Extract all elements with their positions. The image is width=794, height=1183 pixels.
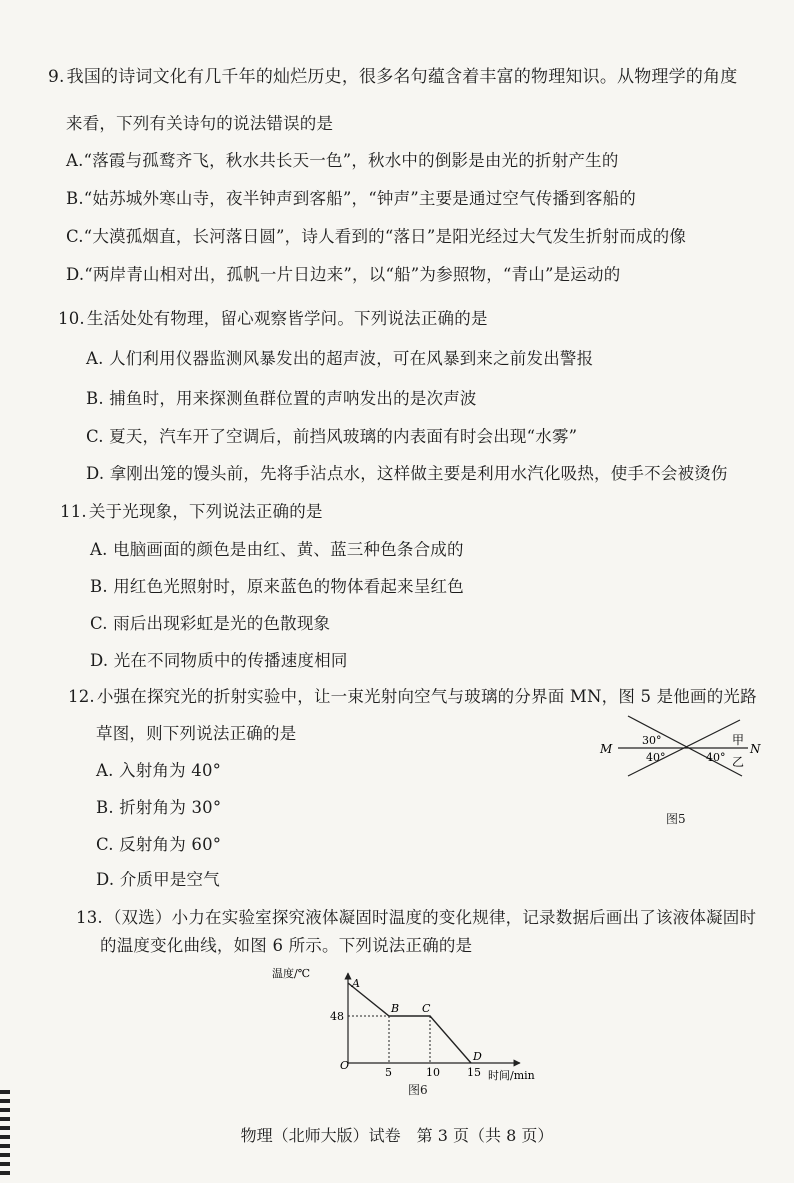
q12-stem-line2: 草图，则下列说法正确的是 (96, 724, 297, 743)
y-axis-label: 温度/℃ (272, 967, 311, 980)
q10-option-c: C. 夏天，汽车开了空调后，前挡风玻璃的内表面有时会出现“水雾” (86, 427, 578, 446)
x-tick-5: 5 (385, 1066, 392, 1079)
label-yi: 乙 (732, 755, 745, 769)
q9-option-c: C.“大漠孤烟直，长河落日圆”，诗人看到的“落日”是阳光经过大气发生折射而成的像 (66, 227, 687, 246)
q12-stem-line1: 12. 小强在探究光的折射实验中，让一束光射向空气与玻璃的分界面 MN，图 5 是他画的光路 (68, 687, 757, 706)
q11-stem: 11. 关于光现象，下列说法正确的是 (60, 502, 323, 521)
page-footer: 物理（北师大版）试卷 第 3 页（共 8 页） (240, 1126, 554, 1145)
q11-option-c: C. 雨后出现彩虹是光的色散现象 (90, 614, 331, 633)
figure-5-caption: 图5 (666, 812, 686, 826)
q9-option-a: A.“落霞与孤鹜齐飞，秋水共长天一色”，秋水中的倒影是由光的折射产生的 (66, 151, 619, 170)
label-n: N (750, 742, 761, 756)
label-m: M (600, 742, 613, 756)
origin-label: O (340, 1059, 350, 1072)
label-jia: 甲 (732, 733, 745, 747)
q9-stem-line2: 来看，下列有关诗句的说法错误的是 (66, 114, 334, 133)
q12-option-a: A. 入射角为 40° (96, 761, 222, 780)
q10-option-b: B. 捕鱼时，用来探测鱼群位置的声呐发出的是次声波 (86, 389, 477, 408)
angle-label-3: 40° (706, 751, 726, 764)
q9-option-b: B.“姑苏城外寒山寺，夜半钟声到客船”，“钟声”主要是通过空气传播到客船的 (66, 189, 637, 208)
point-label-b: B (391, 1002, 400, 1015)
q11-option-b: B. 用红色光照射时，原来蓝色的物体看起来呈红色 (90, 577, 464, 596)
x-tick-10: 10 (426, 1066, 440, 1079)
figure-6-caption: 图6 (408, 1083, 428, 1097)
q13-stem-line1: 13. （双选）小力在实验室探究液体凝固时温度的变化规律，记录数据后画出了该液体凝固时 (76, 908, 757, 927)
point-label-c: C (422, 1002, 431, 1015)
figure-6-temperature-graph (270, 965, 560, 1095)
q9-stem-line1: 9. 我国的诗词文化有几千年的灿烂历史，很多名句蕴含着丰富的物理知识。从物理学的角度 (48, 67, 738, 87)
q9-option-d: D.“两岸青山相对出，孤帆一片日边来”，以“船”为参照物，“青山”是运动的 (66, 265, 621, 284)
angle-label-1: 30° (642, 734, 662, 747)
q13-number: 13. (76, 908, 103, 927)
q12-option-c: C. 反射角为 60° (96, 835, 222, 854)
q11-number: 11. (60, 502, 87, 521)
scan-edge-marks (0, 1090, 10, 1180)
q10-stem: 10. 生活处处有物理，留心观察皆学问。下列说法正确的是 (58, 309, 488, 328)
q12-option-d: D. 介质甲是空气 (96, 870, 220, 889)
y-tick-48: 48 (330, 1010, 344, 1023)
temperature-curve (348, 983, 471, 1063)
point-label-d: D (473, 1050, 482, 1063)
q12-option-b: B. 折射角为 30° (96, 798, 222, 817)
point-label-a: A (352, 977, 360, 990)
x-tick-15: 15 (467, 1066, 481, 1079)
q10-option-a: A. 人们利用仪器监测风暴发出的超声波，可在风暴到来之前发出警报 (86, 349, 594, 368)
q10-option-d: D. 拿刚出笼的馒头前，先将手沾点水，这样做主要是利用水汽化吸热，使手不会被烫伤 (86, 464, 728, 483)
x-axis-label: 时间/min (488, 1069, 535, 1082)
q11-option-a: A. 电脑画面的颜色是由红、黄、蓝三种色条合成的 (90, 540, 464, 559)
q12-number: 12. (68, 687, 95, 706)
angle-label-2: 40° (646, 751, 666, 764)
q10-number: 10. (58, 309, 85, 328)
q9-number: 9. (48, 67, 65, 87)
q13-stem-line2: 的温度变化曲线，如图 6 所示。下列说法正确的是 (100, 936, 473, 955)
q11-option-d: D. 光在不同物质中的传播速度相同 (90, 651, 348, 670)
figure-5-refraction-diagram (590, 710, 770, 785)
